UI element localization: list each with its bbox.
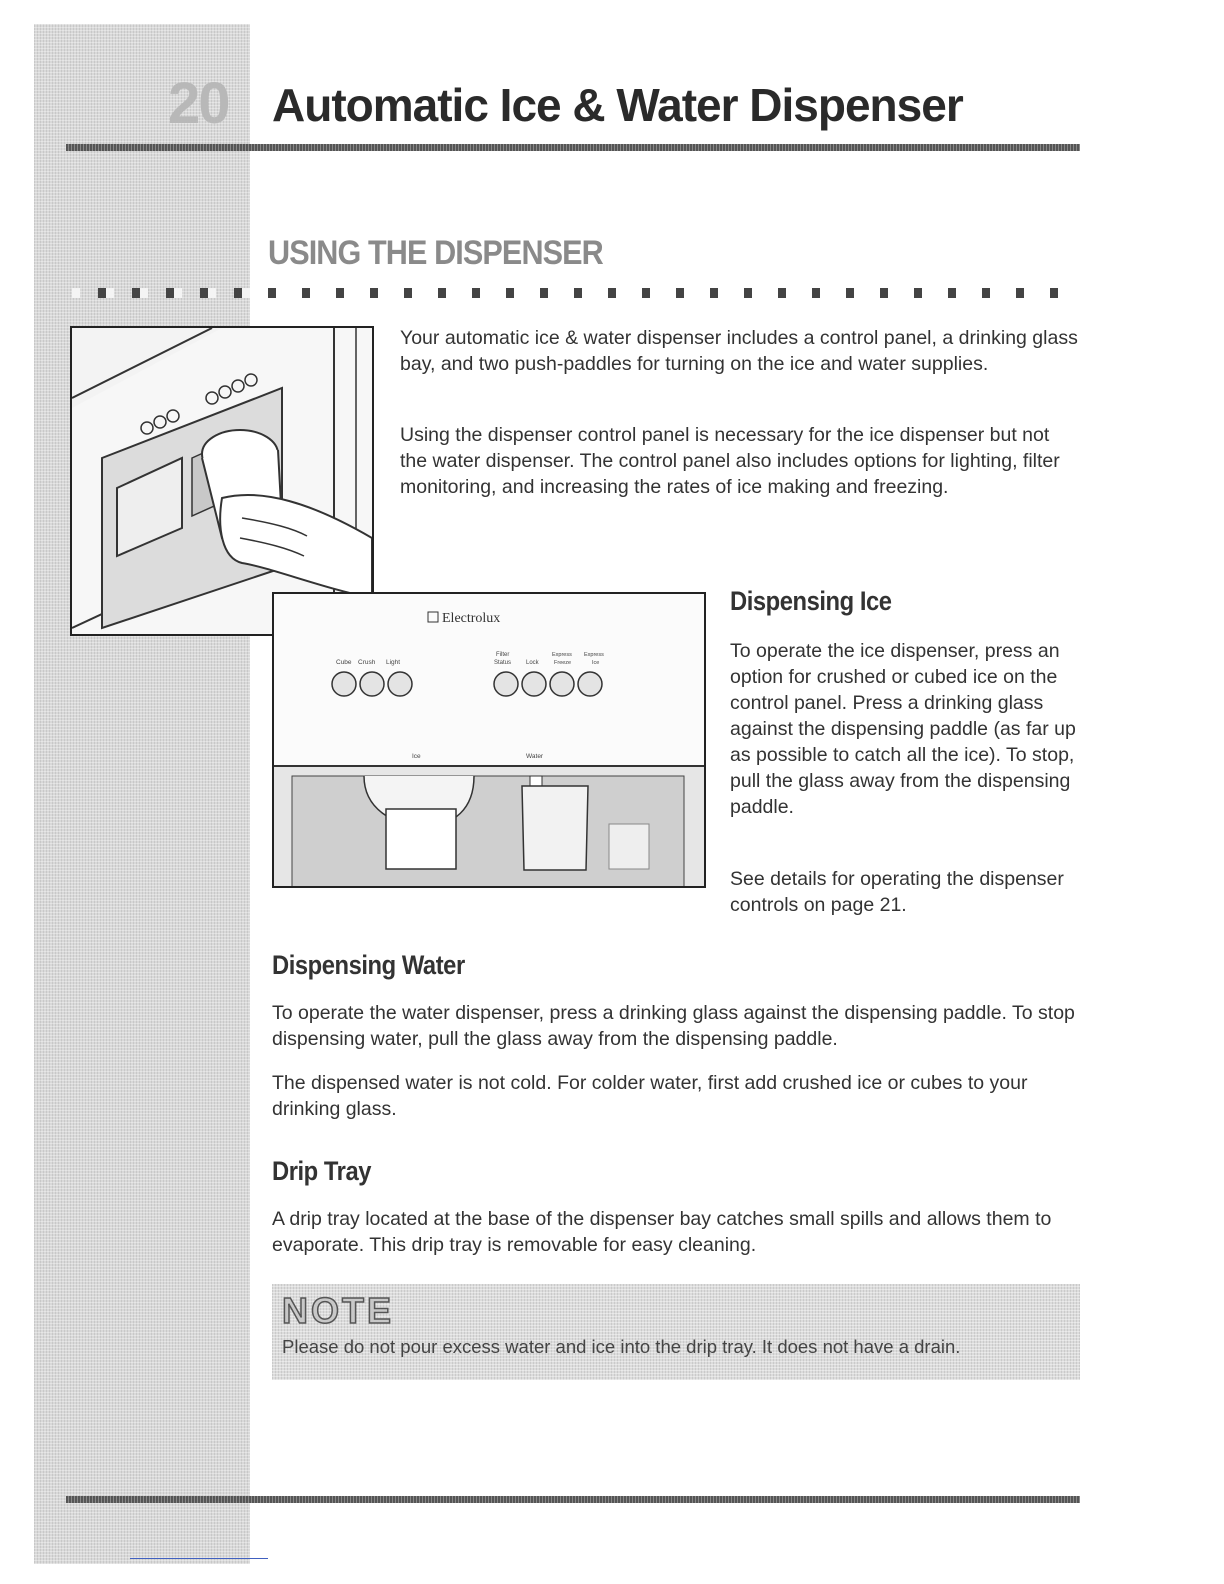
panel-btn-filter-label-2: Status <box>494 660 512 666</box>
intro-paragraph-1: Your automatic ice & water dispenser includes a control panel, a drinking glass bay, and two push-paddles for turning on the ice and water supplies. <box>400 327 1078 375</box>
express-ice-button-drawing <box>578 672 602 696</box>
panel-ice-label: Ice <box>412 753 421 760</box>
drip-tray-paragraph: A drip tray located at the base of the dispenser bay catches small spills and allows them to evaporate. This drip tray is removable for easy cleaning. <box>272 1208 1052 1256</box>
filter-status-button-drawing <box>494 672 518 696</box>
crush-button-drawing <box>360 672 384 696</box>
dispensing-ice-paragraph-1: To operate the ice dispenser, press an option for crushed or cubed ice on the control panel. Press a drinking glass against the dispensing paddle (as far up as possible to catch all the ice). To stop, pull the glass away from the dispensing paddle. <box>730 640 1076 818</box>
sidebar-band <box>34 24 250 1564</box>
express-freeze-button-drawing <box>550 672 574 696</box>
panel-btn-cube-label: Cube <box>336 659 352 666</box>
panel-btn-ice-label-2: Ice <box>592 660 600 666</box>
dispensing-ice-paragraph-2: See details for operating the dispenser controls on page 21. <box>730 868 1064 916</box>
panel-btn-freeze-label-1: Express <box>552 652 572 658</box>
footer-link-line <box>130 1558 268 1559</box>
footer-rule <box>66 1496 1080 1503</box>
page-title: Automatic Ice & Water Dispenser <box>272 79 963 131</box>
lock-button-drawing <box>522 672 546 696</box>
panel-btn-lock-label: Lock <box>526 660 539 666</box>
intro-paragraph-2: Using the dispenser control panel is necessary for the ice dispenser but not the water dispenser. The control panel also includes options for lighting, filter monitoring, and increasing the rates of ice making and freezing. <box>400 424 1060 498</box>
page-number: 20 <box>168 71 229 136</box>
light-button-drawing <box>388 672 412 696</box>
note-title: NOTE <box>282 1290 395 1331</box>
dispensing-water-heading: Dispensing Water <box>272 950 465 980</box>
panel-btn-crush-label: Crush <box>358 659 376 666</box>
section-title: USING THE DISPENSER <box>268 234 603 272</box>
cube-button-drawing <box>332 672 356 696</box>
panel-water-label: Water <box>526 753 544 760</box>
panel-btn-filter-label-1: Filter <box>496 652 510 658</box>
panel-btn-freeze-label-2: Freeze <box>554 660 572 666</box>
dispensing-ice-heading: Dispensing Ice <box>730 586 892 616</box>
panel-btn-ice-label-1: Express <box>584 652 604 658</box>
dispensing-water-paragraph-2: The dispensed water is not cold. For colder water, first add crushed ice or cubes to your drinking glass. <box>272 1072 1028 1120</box>
control-panel-illustration <box>272 592 706 888</box>
note-text: Please do not pour excess water and ice into the drip tray. It does not have a drain. <box>282 1336 961 1357</box>
panel-btn-light-label: Light <box>386 659 401 666</box>
hand-glass-drawing <box>72 328 372 634</box>
dispensing-water-paragraph-1: To operate the water dispenser, press a drinking glass against the dispensing paddle. To stop dispensing water, pull the glass away from the dispensing paddle. <box>272 1002 1075 1050</box>
header-rule <box>66 144 1080 151</box>
dispenser-glass-illustration <box>70 326 374 636</box>
drip-tray-heading: Drip Tray <box>272 1156 372 1186</box>
dotted-divider-left <box>72 288 250 298</box>
panel-brand: Electrolux <box>442 611 501 626</box>
control-panel-drawing <box>274 594 704 886</box>
